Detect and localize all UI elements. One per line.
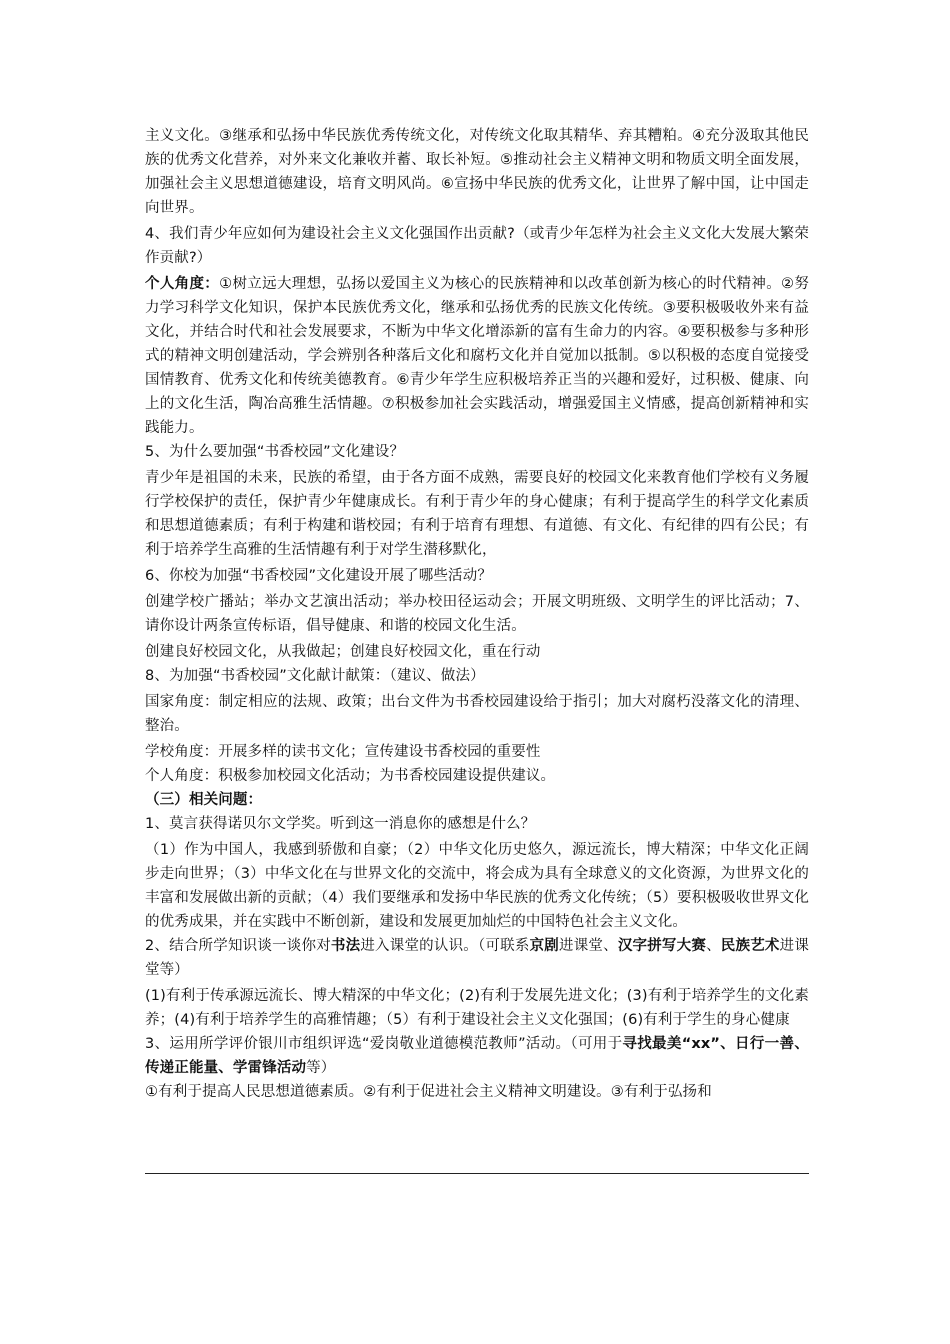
answer-4-text: ①树立远大理想，弘扬以爱国主义为核心的民族精神和以改革创新为核心的时代精神。②努力学习科学文化知识，保护本民族优秀文化，继承和弘扬优秀的民族文化传统。③要积极吸收外来有益文化，并结合时代和社会发展要求，不断为中华文化增添新的富有生命力的内容。④要积极参与多种形式的精神文明创建活动，学会辨别各种落后文化和腐朽文化并自觉加以抵制。⑤以积极的态度自觉接受国情教育、优秀文化和传统美德教育。⑥青少年学生应积极培养正当的兴趣和爱好，过积极、健康、向上的文化生活，陶冶高雅生活情趣。⑦积极参加社会实践活动，增强爱国主义情感，提高创新精神和实践能力。 bbox=[145, 276, 810, 436]
answer-8-personal: 个人角度：积极参加校园文化活动；为书香校园建设提供建议。 bbox=[145, 768, 556, 784]
section-heading-related: （三）相关问题： bbox=[145, 792, 263, 808]
related-question-3: 3、运用所学评价银川市组织评选“爱岗敬业道德模范教师”活动。（可用于寻找最美“xx”、日行一善、传递正能量、学雷锋活动等） bbox=[145, 1036, 809, 1076]
answer-4 bbox=[145, 272, 809, 440]
answer-6: 创建学校广播站；举办文艺演出活动；举办校田径运动会；开展文明班级、文明学生的评比活动；7、请你设计两条宣传标语，倡导健康、和谐的校园文化生活。 bbox=[145, 594, 809, 634]
question-5: 5、为什么要加强“书香校园”文化建设？ bbox=[145, 444, 405, 460]
answer-8-country: 国家角度：制定相应的法规、政策；出台文件为书香校园建设给于指引；加大对腐朽没落文化的清理、整治。 bbox=[145, 694, 809, 734]
paragraph-culture-measures: 主义文化。③继承和弘扬中华民族优秀传统文化，对传统文化取其精华、弃其糟粕。④充分汲取其他民族的优秀文化营养，对外来文化兼收并蓄、取长补短。⑤推动社会主义精神文明和物质文明全面发展，加强社会主义思想道德建设，培育文明风尚。⑥宣扬中华民族的优秀文化，让世界了解中国，让中国走向世界。 bbox=[145, 128, 809, 216]
answer-7-slogans: 创建良好校园文化，从我做起；创建良好校园文化，重在行动 bbox=[145, 644, 541, 660]
related-answer-2: (1)有利于传承源远流长、博大精深的中华文化；(2)有利于发展先进文化；(3)有利于培养学生的文化素养；(4)有利于培养学生的高雅情趣；（5）有利于建设社会主义文化强国；(6)有利于学生的身心健康 bbox=[145, 988, 809, 1028]
related-answer-1: （1）作为中国人，我感到骄傲和自豪；（2）中华文化历史悠久，源远流长，博大精深；中华文化正阔步走向世界；（3）中华文化在与世界文化的交流中，将会成为具有全球意义的文化资源，为世界文化的丰富和发展做出新的贡献；（4）我们要继承和发扬中华民族的优秀文化传统；（5）要积极吸收世界文化的优秀成果，并在实践中不断创新，建设和发展更加灿烂的中国特色社会主义文化。 bbox=[145, 842, 809, 930]
related-answer-3: ①有利于提高人民思想道德素质。②有利于促进社会主义精神文明建设。③有利于弘扬和 bbox=[145, 1084, 712, 1100]
document-body bbox=[145, 124, 809, 1104]
answer-5: 青少年是祖国的未来，民族的希望，由于各方面不成熟，需要良好的校园文化来教育他们学校有义务履行学校保护的责任，保护青少年健康成长。有利于青少年的身心健康；有利于提高学生的科学文化素质和思想道德素质；有利于构建和谐校园；有利于培育有理想、有道德、有文化、有纪律的四有公民；有利于培养学生高雅的生活情趣有利于对学生潜移默化， bbox=[145, 470, 809, 558]
related-question-1: 1、莫言获得诺贝尔文学奖。听到这一消息你的感想是什么？ bbox=[145, 816, 536, 832]
answer-4-label: 个人角度： bbox=[145, 276, 220, 292]
question-8: 8、为加强“书香校园”文化献计献策：（建议、做法） bbox=[145, 668, 485, 684]
related-question-2: 2、结合所学知识谈一谈你对书法进入课堂的认识。（可联系京剧进课堂、汉字拼写大赛、民族艺术进课堂等） bbox=[145, 938, 809, 978]
question-6: 6、你校为加强“书香校园”文化建设开展了哪些活动？ bbox=[145, 568, 492, 584]
question-4: 4、我们青少年应如何为建设社会主义文化强国作出贡献?（或青少年怎样为社会主义文化大发展大繁荣作贡献?） bbox=[145, 226, 809, 266]
footer-rule bbox=[145, 1173, 809, 1174]
answer-8-school: 学校角度：开展多样的读书文化；宣传建设书香校园的重要性 bbox=[145, 744, 541, 760]
